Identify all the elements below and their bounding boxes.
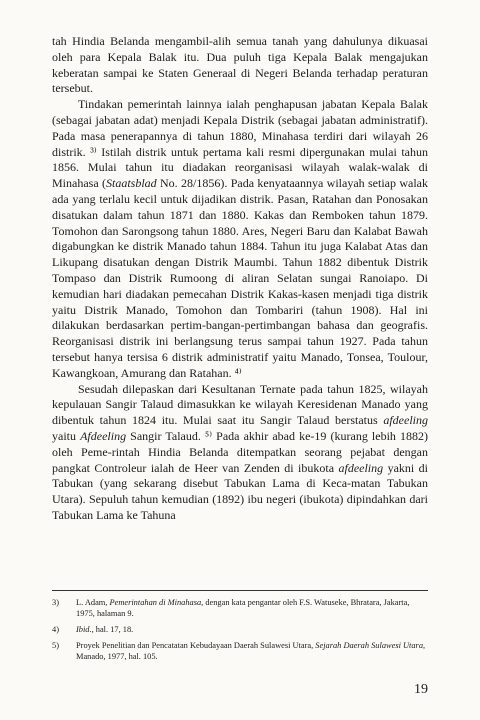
footnote-divider (52, 590, 428, 591)
paragraph-3-italic-1: afdeeling (383, 413, 428, 428)
paragraph-3-mid: yaitu (52, 428, 81, 443)
footnote-post: , Manado, 1977, hal. 105. (76, 641, 426, 661)
footnote-italic: Ibid. (76, 625, 92, 634)
paragraph-3-italic-2: Afdeeling (80, 428, 127, 443)
paragraph-3-text: Sesudah dilepaskan dari Kesultanan Ternate pada tahun 1825, wilayah kepulauan Sangir Talaud dimasukkan ke wilayah Keresidenan Manado yang dibentuk tahun 1824 itu. Mulai saat itu Sangir Talaud berstatus (52, 381, 428, 428)
footnote-number: 5) (52, 641, 59, 650)
paragraph-3-italic-3: afdeeling (338, 460, 384, 475)
footnote-pre: Proyek Penelitian dan Pencatatan Kebudayaan Daerah Sulawesi Utara, (76, 641, 316, 650)
footnotes (52, 597, 428, 667)
paragraph-2-text: Tindakan pemerintah lainnya ialah penghapusan jabatan Kepala Balak (sebagai jabatan adat) menjadi Kepala Distrik (sebagai jabatan administratif). Pada masa penerapannya di tahun 1880, Minahasa terdiri dari wilayah 26 distrik. ³⁾ Istilah distrik untuk pertama kali resmi dipergunakan mulai tahun 1856. Mulai tahun itu diadakan reorganisasi wilayah walak-walak di Minahasa ( (52, 97, 428, 191)
body-text (52, 34, 428, 524)
footnote-text (76, 597, 428, 619)
footnote-post: , dengan kata pengantar oleh F.S. Watuseke, Bhratara, Jakarta, 1975, halaman 9. (76, 598, 410, 618)
footnote-text (76, 624, 428, 635)
paragraph-2-rest: No. 28/1856). Pada kenyataannya wilayah setiap walak ada yang terlalu kecil untuk dijadikan distrik. Pasan, Ratahan dan Ponosakan disatukan dalam tahun 1871 dan 1880. Kakas dan Remboken tahun 1879. Tomohon dan Sarongsong tahun 1880. Ares, Negeri Baru dan Kalabat Bawah digabungkan ke distrik Manado tahun 1884. Tahun itu juga Kalabat Atas dan Likupang disatukan dengan Distrik Maumbi. Tahun 1882 dibentuk Distrik Tompaso dan Distrik Rumoong di aliran Selatan sungai Ranoiapo. Di kemudian hari diadakan pemecahan Distrik Kakas-kasen menjadi tiga distrik yaitu Distrik Manado, Tomohon dan Tombariri (tahun 1908). Hal ini dilakukan berdasarkan pertim-bangan-pertimbangan bahasa dan geografis. Reorganisasi distrik ini berlangsung terus sampai tahun 1927. Pada tahun tersebut hanya tersisa 6 distrik administratif yaitu Manado, Tonsea, Toulour, Kawangkoan, Amurang dan Ratahan. ⁴⁾ (52, 176, 428, 380)
paragraph-3-end: yakni di Tabukan (yang sekarang disebut Tabukan Lama di Keca-matan Tabukan Utara). Sepuluh tahun kemudian (1892) ibu negeri (ibukota) dipindahkan dari Tabukan Lama ke Tahuna (52, 460, 429, 522)
footnote-number: 4) (52, 625, 59, 634)
page-number: 19 (414, 682, 428, 697)
footnote-pre: L. Adam, (76, 598, 110, 607)
paragraph-2-italic: Staatsblad (106, 176, 157, 191)
paragraph-2 (52, 97, 428, 381)
footnote-post: , hal. 17, 18. (91, 625, 134, 634)
footnote (52, 597, 428, 619)
footnote (52, 624, 428, 635)
paragraph-1-text: tah Hindia Belanda mengambil-alih semua tanah yang dahulunya dikuasai oleh para Kepala Balak itu. Dua puluh tiga Kepala Balak mengajukan keberatan sampai ke Staten Generaal di Negeri Belanda terhadap peraturan tersebut. (52, 34, 428, 96)
paragraph-3 (52, 382, 428, 524)
paragraph-1 (52, 34, 428, 97)
footnote-text (76, 640, 428, 662)
footnote-number: 3) (52, 598, 59, 607)
footnote-italic: Pemerintahan di Minahasa (109, 598, 202, 607)
paragraph-3-mid-2: Sangir Talaud. ⁵⁾ Pada akhir abad ke-19 (kurang lebih 1882) oleh Peme-rintah Hindia Belanda ditempatkan seorang pejabat dengan pangkat Controleur ialah de Heer van Zenden di ibukota (52, 428, 428, 475)
footnote (52, 640, 428, 662)
footnote-italic: Sejarah Daerah Sulawesi Utara (315, 641, 424, 650)
